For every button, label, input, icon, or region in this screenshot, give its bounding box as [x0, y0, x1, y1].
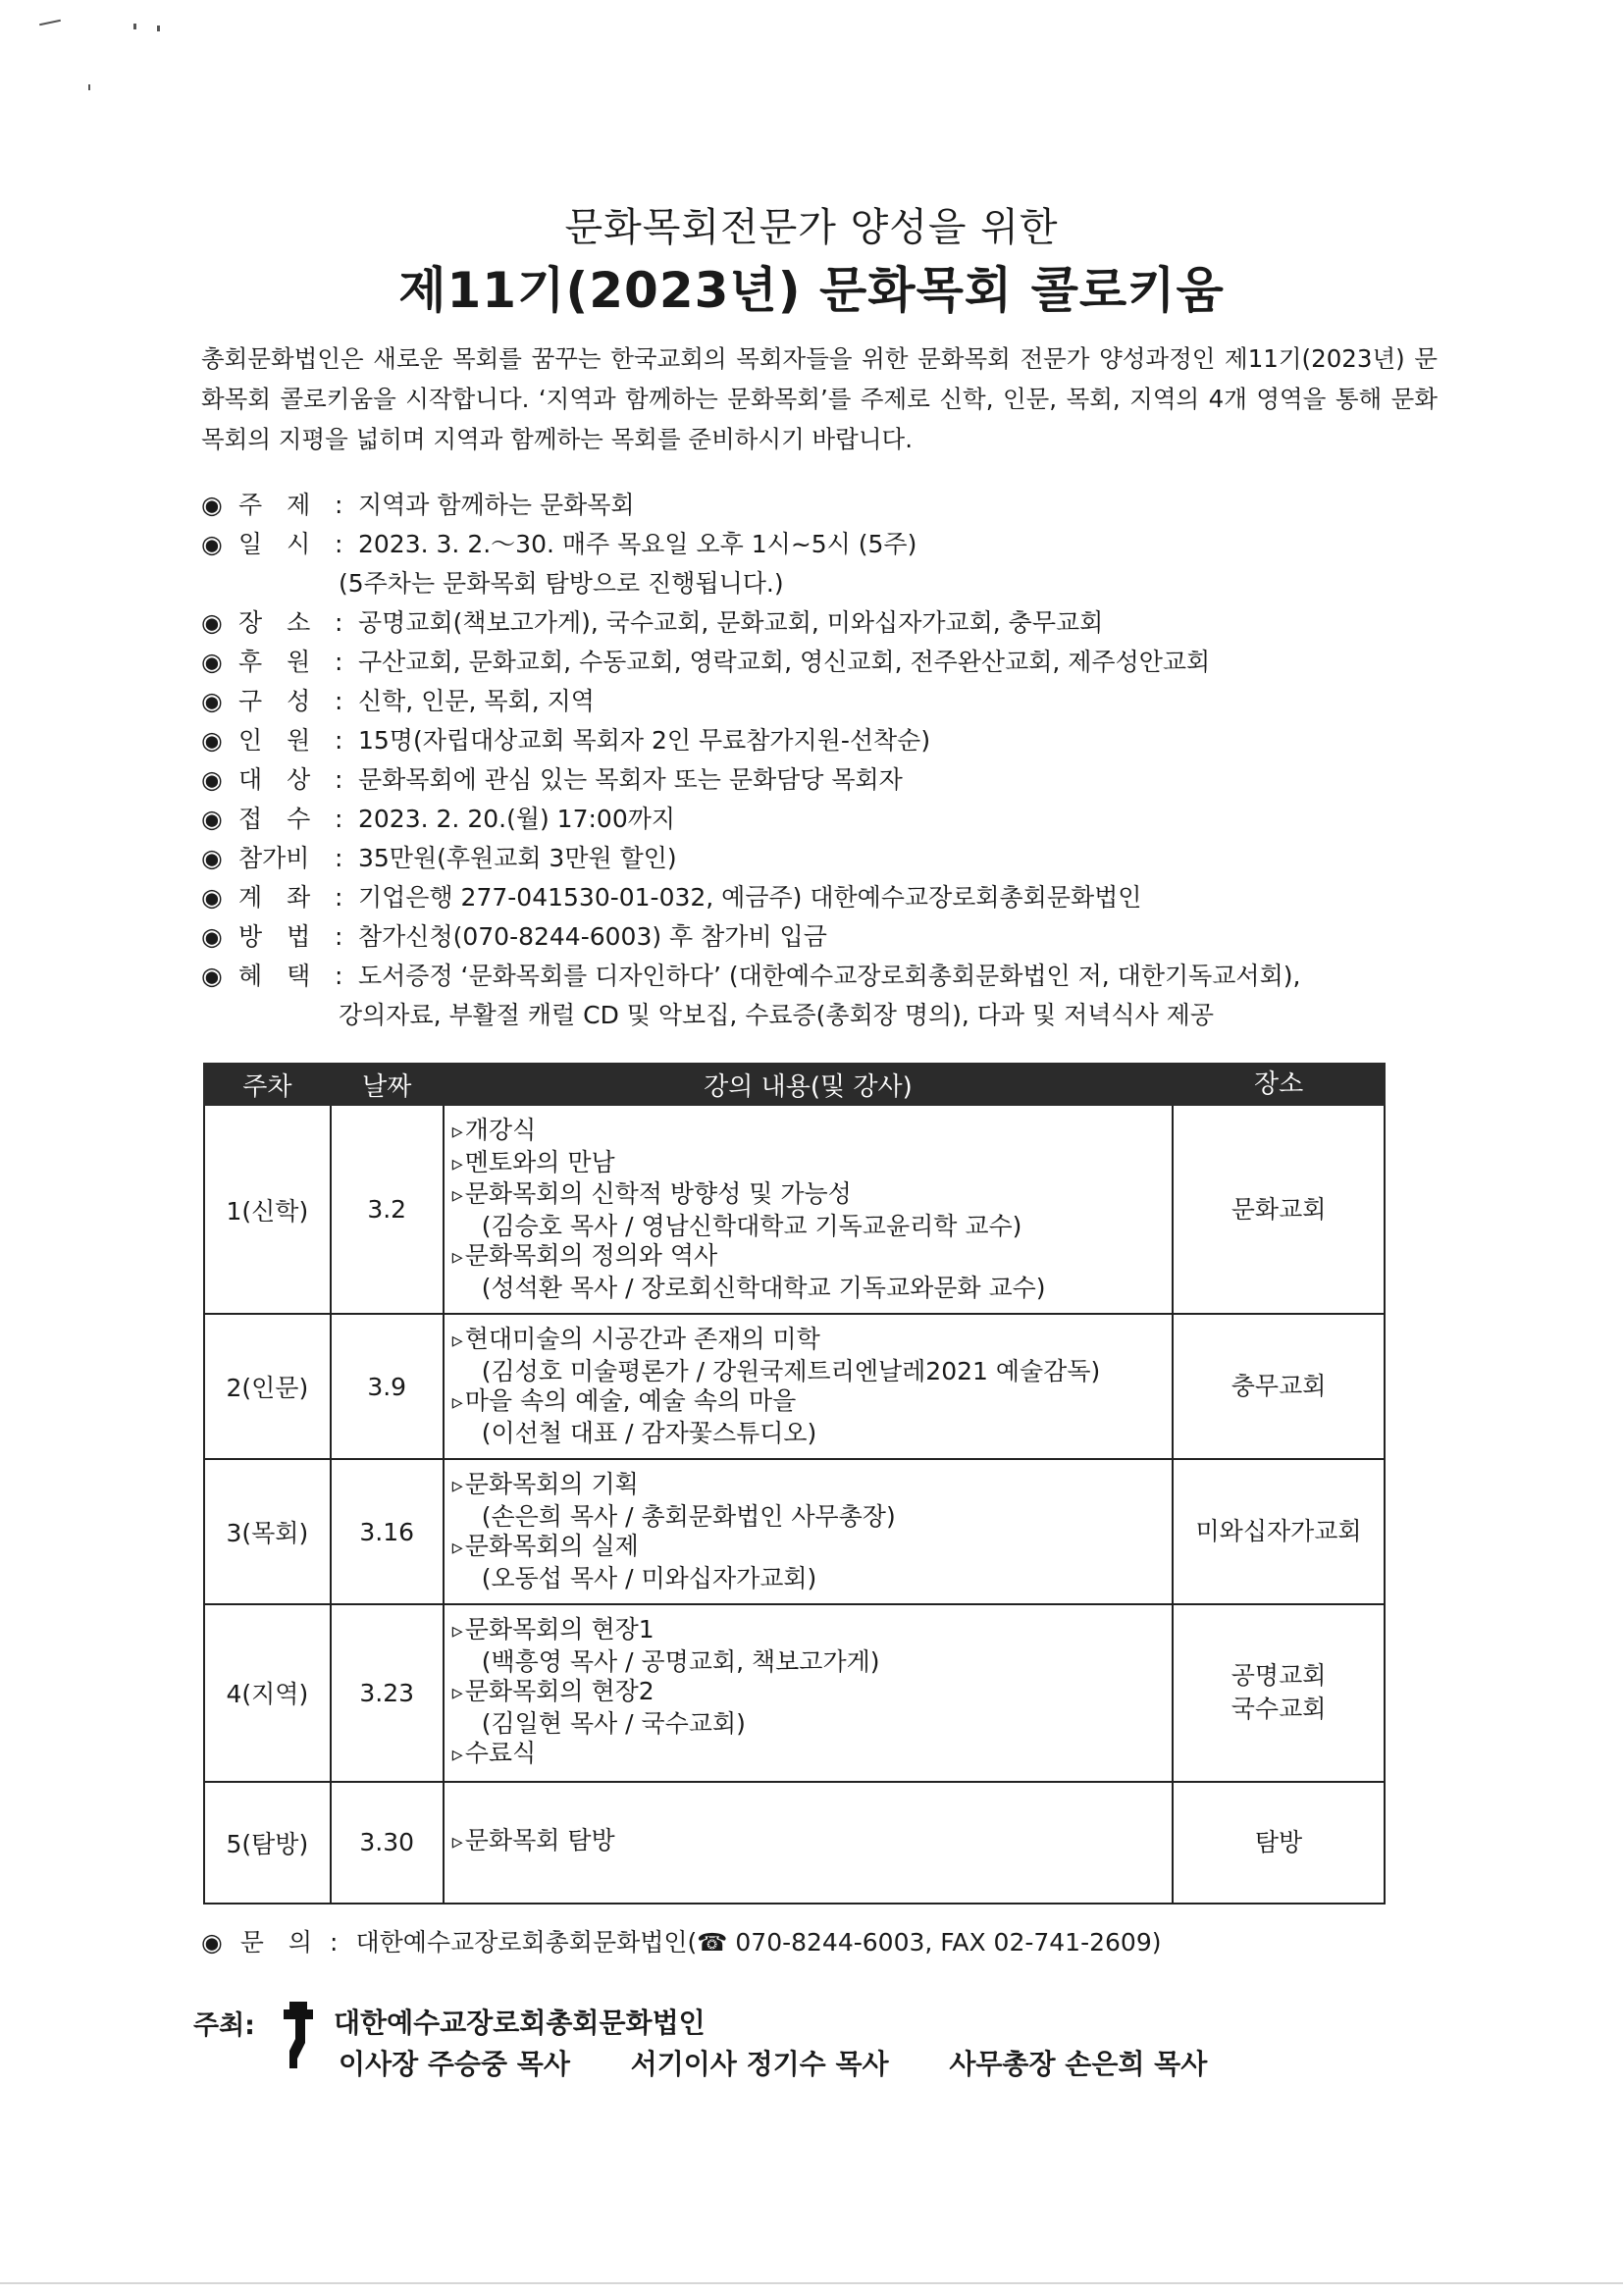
info-row-continuation	[201, 996, 1477, 1035]
info-value: 참가신청(070-8244-6003) 후 참가비 입금	[358, 922, 827, 951]
header-place: 장소	[1173, 1064, 1385, 1105]
info-value: 공명교회(책보고가게), 국수교회, 문화교회, 미와십자가교회, 충무교회	[358, 608, 1104, 637]
info-value: 2023. 2. 20.(월) 17:00까지	[358, 805, 676, 833]
info-label: 계 좌	[238, 883, 311, 912]
header-date: 날짜	[331, 1064, 444, 1105]
info-value: 35만원(후원교회 3만원 할인)	[358, 844, 677, 872]
week-cell: 2(인문)	[204, 1314, 331, 1459]
info-colon: :	[335, 726, 343, 755]
officer-secretary: 서기이사 정기수 목사	[630, 2048, 889, 2080]
lecture-content-cell	[444, 1604, 1173, 1782]
info-colon: :	[335, 962, 343, 990]
inquiry-value: 대한예수교장로회총회문화법인(☎ 070-8244-6003, FAX 02-741-2609)	[355, 1928, 1162, 1957]
info-value-continuation: (5주차는 문화목회 탐방으로 진행됩니다.)	[339, 569, 784, 598]
place-cell	[1173, 1459, 1385, 1604]
info-label: 인 원	[238, 726, 311, 755]
info-row-continuation	[201, 564, 1477, 603]
lecture-title: ▹ 문화목회의 실제	[452, 1532, 1164, 1564]
info-colon: :	[335, 765, 343, 794]
info-row	[201, 603, 1477, 643]
info-row	[201, 643, 1477, 682]
church-logo-icon	[284, 2000, 313, 2070]
info-colon: :	[335, 922, 343, 951]
info-row	[201, 486, 1477, 525]
lecture-speaker: (이선철 대표 / 감자꽃스튜디오)	[481, 1418, 817, 1447]
document-subtitle: 문화목회전문가 양성을 위한	[564, 205, 1059, 250]
info-colon: :	[335, 844, 343, 872]
intro-paragraph: 총회문화법인은 새로운 목회를 꿈꾸는 한국교회의 목회자들을 위한 문화목회 전문가 양성과정인 제11기(2023년) 문화목회 콜로키움을 시작합니다. ‘지역과 함께하는 문화목회’를 주제로 신학, 인문, 목회, 지역의 4개 영역을 통해 문화목회의 지평을 넓히며 지역과 함께하는 목회를 준비하시기 바랍니다.	[201, 344, 1438, 453]
date-cell: 3.9	[331, 1314, 444, 1459]
place-name: 탐방	[1254, 1827, 1303, 1856]
info-row	[201, 957, 1477, 996]
info-value: 2023. 3. 2.～30. 매주 목요일 오후 1시~5시 (5주)	[358, 530, 917, 558]
place-name: 미와십자가교회	[1195, 1517, 1362, 1545]
lecture-title: ▹ 문화목회의 신학적 방향성 및 가능성	[452, 1179, 1164, 1212]
info-row	[201, 721, 1477, 760]
bullet-icon: ◉	[201, 648, 223, 676]
bullet-icon: ◉	[201, 726, 223, 755]
host-label: 주최:	[193, 2010, 255, 2041]
lecture-speaker: (김일현 목사 / 국수교회)	[481, 1708, 746, 1738]
bullet-icon: ◉	[201, 883, 223, 912]
lecture-speaker: (김승호 목사 / 영남신학대학교 기독교윤리학 교수)	[481, 1211, 1022, 1240]
info-label: 주 제	[238, 491, 311, 519]
week-cell: 5(탐방)	[204, 1782, 331, 1904]
info-row	[201, 917, 1477, 957]
bullet-icon: ◉	[201, 530, 223, 558]
scan-edge-line	[0, 2282, 1623, 2284]
info-list	[201, 486, 1477, 1035]
header-week: 주차	[204, 1064, 331, 1105]
info-value: 도서증정 ‘문화목회를 디자인하다’ (대한예수교장로회총회문화법인 저, 대한기독교서회),	[358, 962, 1301, 990]
info-label: 구 성	[238, 687, 311, 715]
info-row	[201, 525, 1477, 564]
bullet-icon: ◉	[201, 962, 223, 990]
host-block	[193, 2000, 1469, 2117]
lecture-title: ▹ 문화목회의 현장1	[452, 1615, 1164, 1647]
table-row	[204, 1604, 1385, 1782]
week-cell: 4(지역)	[204, 1604, 331, 1782]
inquiry-line	[201, 1923, 1162, 1958]
info-row	[201, 878, 1477, 917]
info-colon: :	[335, 648, 343, 676]
info-colon: :	[335, 805, 343, 833]
lecture-title: ▹ 개강식	[452, 1116, 1164, 1148]
lecture-speaker: (백흥영 목사 / 공명교회, 책보고가게)	[481, 1646, 880, 1676]
scan-speck	[88, 84, 90, 90]
lecture-speaker: (김성호 미술평론가 / 강원국제트리엔날레2021 예술감독)	[481, 1356, 1101, 1385]
info-colon: :	[335, 530, 343, 558]
place-cell	[1173, 1604, 1385, 1782]
info-value: 15명(자립대상교회 목회자 2인 무료참가지원-선착순)	[358, 726, 931, 755]
bullet-icon: ◉	[201, 491, 223, 519]
info-label: 일 시	[238, 530, 311, 558]
week-cell: 1(신학)	[204, 1105, 331, 1314]
info-label: 참가비	[238, 844, 310, 872]
lecture-speaker: (성석환 목사 / 장로회신학대학교 기독교와문화 교수)	[481, 1273, 1046, 1302]
lecture-content-cell	[444, 1314, 1173, 1459]
inquiry-label: 문 의	[239, 1928, 313, 1957]
place-name: 국수교회	[1230, 1695, 1327, 1724]
table-row	[204, 1314, 1385, 1459]
bullet-icon: ◉	[201, 1928, 223, 1957]
schedule-table	[203, 1063, 1386, 1905]
lecture-title: ▹ 문화목회의 현장2	[452, 1677, 1164, 1709]
place-name: 문화교회	[1230, 1194, 1327, 1224]
lecture-speaker: (손은희 목사 / 총회문화법인 사무총장)	[481, 1501, 896, 1531]
info-colon: :	[335, 491, 343, 519]
bullet-icon: ◉	[201, 922, 223, 951]
bullet-icon: ◉	[201, 608, 223, 637]
info-value: 구산교회, 문화교회, 수동교회, 영락교회, 영신교회, 전주완산교회, 제주성안교회	[358, 648, 1211, 676]
info-row	[201, 760, 1477, 800]
host-officers	[339, 2043, 1258, 2082]
info-colon: :	[335, 687, 343, 715]
place-name: 공명교회	[1230, 1661, 1327, 1691]
place-cell	[1173, 1314, 1385, 1459]
officer-chairman: 이사장 주승중 목사	[339, 2048, 570, 2080]
lecture-speaker: (오동섭 목사 / 미와십자가교회)	[481, 1563, 817, 1592]
info-label: 방 법	[238, 922, 311, 951]
lecture-content-cell	[444, 1782, 1173, 1904]
officer-general-secretary: 사무총장 손은희 목사	[949, 2048, 1208, 2080]
date-cell: 3.2	[331, 1105, 444, 1314]
header-content: 강의 내용(및 강사)	[444, 1064, 1173, 1105]
date-cell: 3.23	[331, 1604, 444, 1782]
info-label: 대 상	[238, 765, 311, 794]
place-cell	[1173, 1105, 1385, 1314]
place-name: 충무교회	[1230, 1372, 1327, 1400]
date-cell: 3.16	[331, 1459, 444, 1604]
lecture-title: ▹ 문화목회 탐방	[452, 1826, 1164, 1858]
bullet-icon: ◉	[201, 687, 223, 715]
lecture-title: ▹ 현대미술의 시공간과 존재의 미학	[452, 1325, 1164, 1357]
info-row	[201, 800, 1477, 839]
info-value: 신학, 인문, 목회, 지역	[358, 687, 595, 715]
info-label: 접 수	[238, 805, 311, 833]
date-cell: 3.30	[331, 1782, 444, 1904]
info-value: 문화목회에 관심 있는 목회자 또는 문화담당 목회자	[358, 765, 903, 794]
place-cell	[1173, 1782, 1385, 1904]
document-title: 제11기(2023년) 문화목회 콜로키움	[398, 262, 1225, 319]
table-row	[204, 1105, 1385, 1314]
scan-speck	[39, 20, 61, 26]
info-row	[201, 682, 1477, 721]
lecture-title: ▹ 문화목회의 정의와 역사	[452, 1241, 1164, 1274]
scan-speck	[157, 26, 160, 31]
host-organization: 대한예수교장로회총회문화법인	[334, 2007, 706, 2039]
lecture-content-cell	[444, 1105, 1173, 1314]
info-colon: :	[335, 608, 343, 637]
bullet-icon: ◉	[201, 805, 223, 833]
lecture-title: ▹ 수료식	[452, 1739, 1164, 1771]
info-label: 장 소	[238, 608, 311, 637]
lecture-content-cell	[444, 1459, 1173, 1604]
schedule-header-row	[204, 1064, 1385, 1105]
lecture-title: ▹ 문화목회의 기획	[452, 1470, 1164, 1502]
scan-speck	[133, 24, 136, 29]
bullet-icon: ◉	[201, 765, 223, 794]
table-row	[204, 1782, 1385, 1904]
info-value: 기업은행 277-041530-01-032, 예금주) 대한예수교장로회총회문화법인	[358, 883, 1142, 912]
info-label: 후 원	[238, 648, 311, 676]
info-value-continuation: 강의자료, 부활절 캐럴 CD 및 악보집, 수료증(총회장 명의), 다과 및 저녁식사 제공	[339, 1001, 1214, 1029]
info-row	[201, 839, 1477, 878]
lecture-title: ▹ 마을 속의 예술, 예술 속의 마을	[452, 1386, 1164, 1419]
info-label: 혜 택	[238, 962, 311, 990]
bullet-icon: ◉	[201, 844, 223, 872]
info-value: 지역과 함께하는 문화목회	[358, 491, 635, 519]
table-row	[204, 1459, 1385, 1604]
inquiry-colon: :	[330, 1928, 339, 1957]
week-cell: 3(목회)	[204, 1459, 331, 1604]
info-colon: :	[335, 883, 343, 912]
lecture-title: ▹ 멘토와의 만남	[452, 1148, 1164, 1180]
